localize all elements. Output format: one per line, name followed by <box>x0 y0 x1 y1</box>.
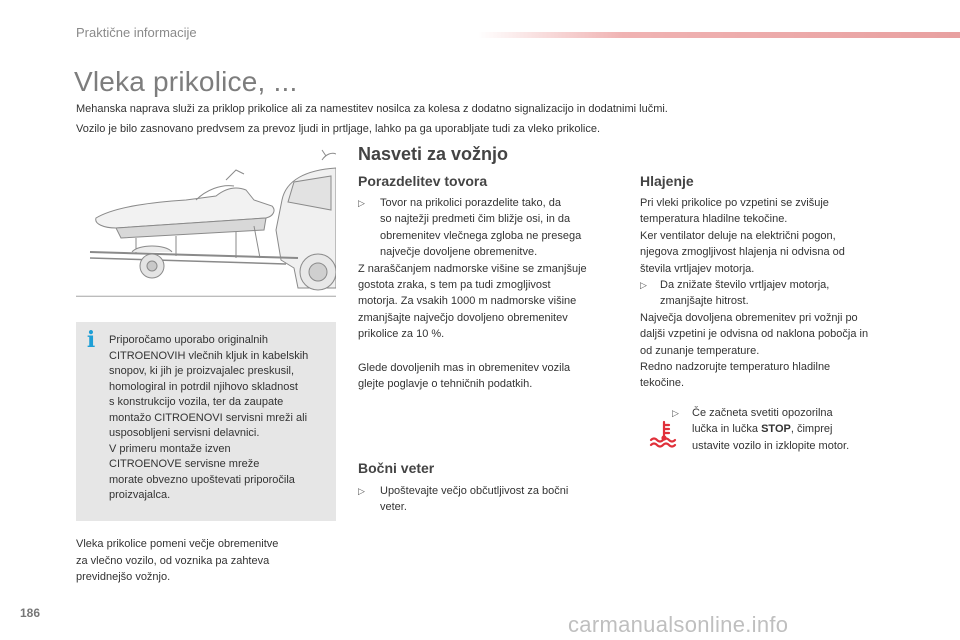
info-line: CITROENOVE servisne mreže <box>109 458 260 470</box>
bullet-line: zmanjšajte hitrost. <box>660 295 749 308</box>
info-line: V primeru montaže izven <box>109 442 231 455</box>
illustration-divider <box>76 296 336 297</box>
bullet-line: Tovor na prikolici porazdelite tako, da <box>380 197 561 209</box>
distribution-text <box>358 195 623 343</box>
page-title: Vleka prikolice, ... <box>74 66 298 97</box>
info-text <box>109 333 333 504</box>
body-line: Z naraščanjem nadmorske višine se zmanjšuje <box>358 262 587 275</box>
note-line: Glede dovoljenih mas in obremenitev vozila <box>358 362 571 374</box>
note-line: Vleka prikolice pomeni večje obremenitve <box>76 538 279 550</box>
intro-line-2: Vozilo je bilo zasnovano predvsem za prevoz ljudi in prtljage, lahko pa ga uporabljate tudi za vleko prikolice. <box>76 123 601 135</box>
info-line: usposobljeni servisni delavnici. <box>109 427 260 439</box>
bullet-line: veter. <box>380 501 407 514</box>
body-line: gostota zraka, s tem pa tudi zmogljivost <box>358 279 551 292</box>
weights-reference <box>358 360 623 393</box>
distribution-heading: Porazdelitev tovora <box>358 173 488 189</box>
cooling-line: Največja dovoljena obremenitev pri vožnji po <box>640 311 858 324</box>
info-line: CITROENOVIH vlečnih kljuk in kabelskih <box>109 349 309 362</box>
info-line: proizvajalca. <box>109 489 171 501</box>
cooling-text <box>640 195 910 392</box>
cooling-line: Redno nadzorujte temperaturo hladilne <box>640 361 831 374</box>
trailer-illustration <box>76 140 336 298</box>
watermark: carmanualsonline.info <box>568 612 789 637</box>
body-line: prikolice za 10 %. <box>358 328 445 341</box>
note-line: za vlečno vozilo, od voznika pa zahteva <box>76 554 270 567</box>
stop-label: STOP <box>761 423 791 436</box>
bullet-icon: ▷ <box>672 408 679 418</box>
cooling-line: Ker ventilator deluje na električni pogon, <box>640 229 836 242</box>
info-line: morate obvezno upoštevati priporočila <box>109 473 295 486</box>
cooling-heading: Hlajenje <box>640 173 694 189</box>
note-line: glejte poglavje o tehničnih podatkih. <box>358 378 533 391</box>
cooling-line: Pri vleki prikolice po vzpetini se zvišuje <box>640 197 829 209</box>
bullet-icon: ▷ <box>358 486 365 496</box>
page-number: 186 <box>20 606 41 620</box>
warning-text <box>670 405 910 454</box>
bullet-icon: ▷ <box>640 280 647 291</box>
cooling-line: števila vrtljajev motorja. <box>640 262 755 275</box>
warning-line <box>692 421 910 437</box>
header-bar <box>478 32 960 38</box>
bullet-line: so najtežji predmeti čim bližje osi, in da <box>380 213 571 226</box>
crosswind-heading: Bočni veter <box>358 460 435 476</box>
bullet-icon: ▷ <box>358 198 365 208</box>
info-line: Priporočamo uporabo originalnih <box>109 334 268 346</box>
cooling-line: temperatura hladilne tekočine. <box>640 213 788 226</box>
warning-text-part: lučka in lučka <box>692 423 762 436</box>
info-line: montažo CITROENOVI servisni mreži ali <box>109 411 308 424</box>
note-line: previdnejšo vožnjo. <box>76 571 171 583</box>
warning-line: ustavite vozilo in izklopite motor. <box>692 439 850 452</box>
bullet-line: obremenitev vlečnega zgloba ne presega <box>380 229 582 242</box>
crosswind-text <box>358 483 623 516</box>
towing-note <box>76 536 336 586</box>
tips-heading: Nasveti za vožnjo <box>358 144 509 164</box>
intro-line-1: Mehanska naprava služi za priklop prikolice ali za namestitev nosilca za kolesa z dodatno signalizacijo in dodatnimi lučmi. <box>76 103 668 115</box>
body-line: zmanjšajte največjo dovoljeno obremenitev <box>358 311 568 324</box>
bullet-line: največje dovoljene obremenitve. <box>380 246 538 259</box>
bullet-line: Da znižate število vrtljajev motorja, <box>660 279 830 292</box>
warning-text-part: , čimprej <box>790 423 833 436</box>
warning-line: Če začneta svetiti opozorilna <box>692 407 833 419</box>
info-line: snopov, ki jih je proizvajalec preskusil, <box>109 365 295 377</box>
bullet-line: Upoštevajte večjo občutljivost za bočni <box>380 485 569 497</box>
cooling-line: daljši vzpetini je odvisna od naklona pobočja in <box>640 328 869 341</box>
cooling-line: od zunanje temperature. <box>640 344 760 357</box>
info-icon: i <box>86 327 96 353</box>
section-title: Praktične informacije <box>76 25 197 40</box>
info-line: s konstrukcijo vozila, ter da zaupate <box>109 396 284 408</box>
body-line: motorja. Za vsakih 1000 m nadmorske višine <box>358 295 577 308</box>
info-line: homologiral in potrdil njihovo skladnost <box>109 380 298 393</box>
cooling-line: tekočine. <box>640 377 685 390</box>
cooling-line: njegova zmogljivost hlajenja ni odvisna od <box>640 246 845 259</box>
